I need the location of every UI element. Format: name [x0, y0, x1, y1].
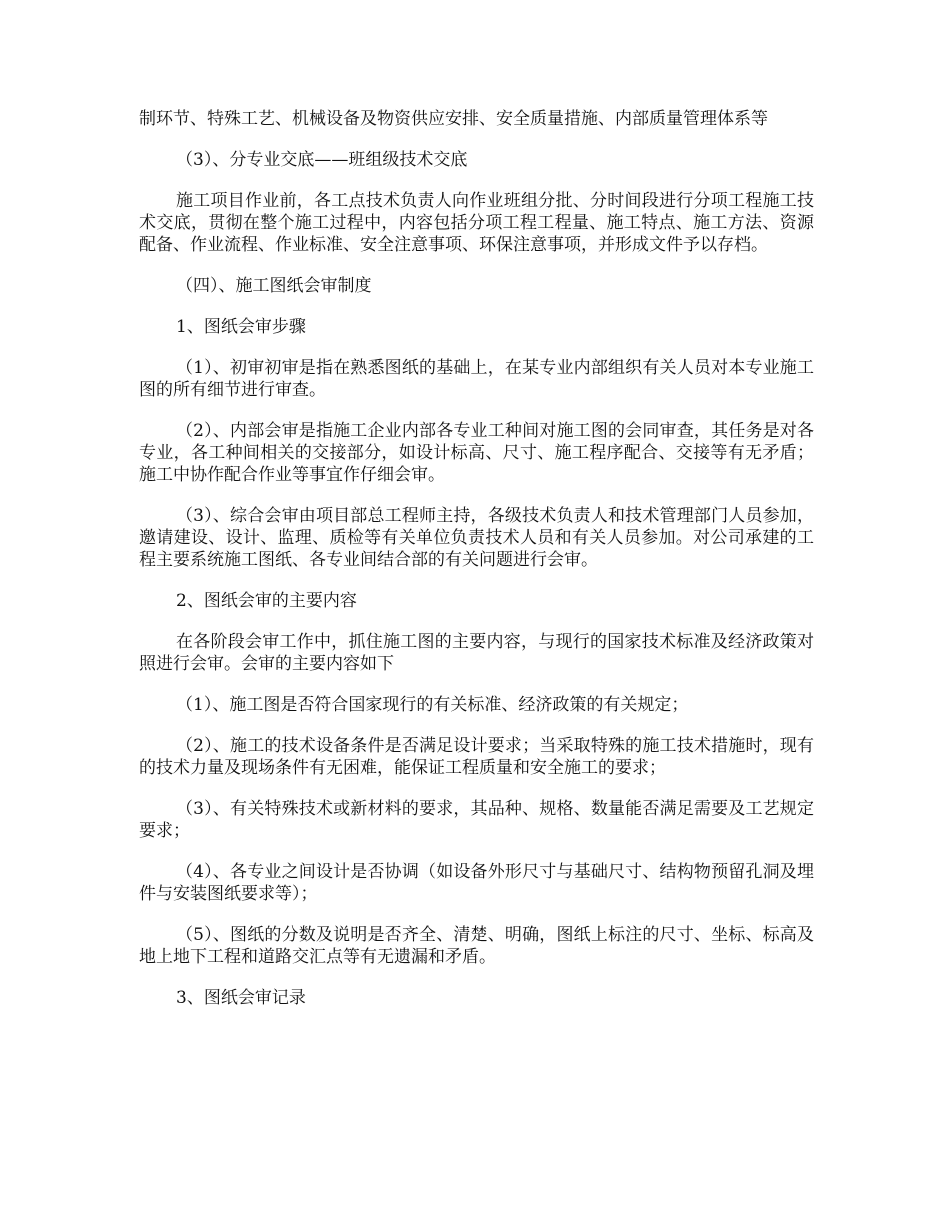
paragraph-comprehensive-review: （3）、综合会审由项目部总工程师主持，各级技术负责人和技术管理部门人员参加，邀请建设、设计、监理、质检等有关单位负责技术人员和有关人员参加。对公司承建的工程主要系统施工图纸、各专业间结合部的有关问题进行会审。 — [139, 506, 814, 570]
paragraph-initial-review: （1）、初审初审是指在熟悉图纸的基础上，在某专业内部组织有关人员对本专业施工图的所有细节进行审查。 — [139, 358, 814, 400]
list-item-coordination: （4）、各专业之间设计是否协调（如设备外形尺寸与基础尺寸、结构物预留孔洞及埋件与安装图纸要求等）； — [139, 862, 814, 904]
subheading-team-disclosure: （3）、分专业交底——班组级技术交底 — [176, 150, 468, 170]
list-item-completeness: （5）、图纸的分数及说明是否齐全、清楚、明确，图纸上标注的尺寸、坐标、标高及地上地下工程和道路交汇点等有无遗漏和矛盾。 — [139, 925, 814, 967]
list-item-equipment: （2）、施工的技术设备条件是否满足设计要求；当采取特殊的施工技术措施时，现有的技术力量及现场条件有无困难，能保证工程质量和安全施工的要求； — [139, 736, 814, 778]
list-item-standards: （1）、施工图是否符合国家现行的有关标准、经济政策的有关规定； — [176, 695, 689, 715]
paragraph-review-content-intro: 在各阶段会审工作中，抓住施工图的主要内容，与现行的国家技术标准及经济政策对照进行会审。会审的主要内容如下 — [139, 632, 814, 674]
list-item-materials: （3）、有关特殊技术或新材料的要求，其品种、规格、数量能否满足需要及工艺规定要求； — [139, 799, 814, 841]
subheading-review-content: 2、图纸会审的主要内容 — [176, 591, 357, 611]
section-heading-drawing-review: （四）、施工图纸会审制度 — [176, 276, 372, 296]
subheading-review-records: 3、图纸会审记录 — [176, 988, 306, 1008]
paragraph-continuation: 制环节、特殊工艺、机械设备及物资供应安排、安全质量措施、内部质量管理体系等 — [139, 109, 768, 129]
paragraph-team-disclosure: 施工项目作业前，各工点技术负责人向作业班组分批、分时间段进行分项工程施工技术交底，贯彻在整个施工过程中，内容包括分项工程工程量、施工特点、施工方法、资源配备、作业流程、作业标准、安全注意事项、环保注意事项，并形成文件予以存档。 — [139, 191, 814, 255]
document-page — [139, 108, 814, 1028]
paragraph-internal-review: （2）、内部会审是指施工企业内部各专业工种间对施工图的会同审查，其任务是对各专业，各工种间相关的交接部分，如设计标高、尺寸、施工程序配合、交接等有无矛盾；施工中协作配合作业等事宜作仔细会审。 — [139, 421, 814, 485]
subheading-review-steps: 1、图纸会审步骤 — [176, 317, 306, 337]
